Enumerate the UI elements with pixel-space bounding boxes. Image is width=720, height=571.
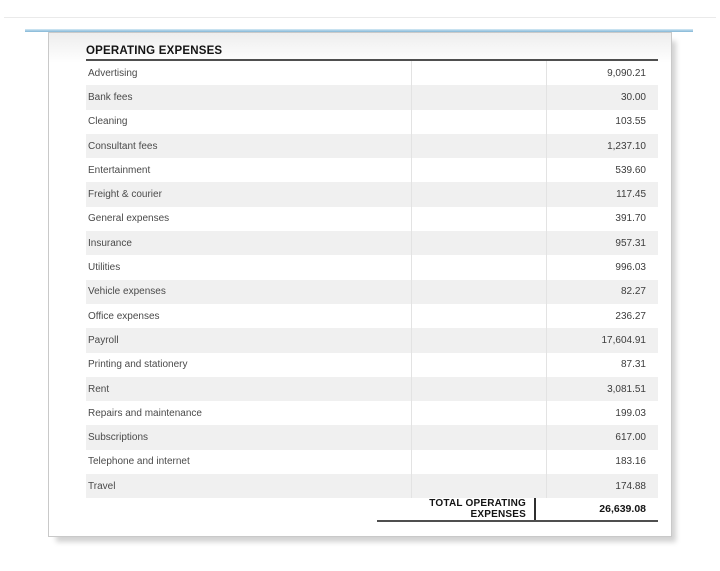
table-row bbox=[86, 377, 658, 401]
table-row bbox=[86, 304, 658, 328]
expense-label: General expenses bbox=[88, 213, 170, 225]
expense-amount: 17,604.91 bbox=[601, 334, 646, 346]
expense-label: Insurance bbox=[88, 237, 132, 249]
expense-label: Travel bbox=[88, 480, 116, 492]
expense-amount: 957.31 bbox=[615, 237, 646, 249]
expense-label: Telephone and internet bbox=[88, 456, 190, 468]
expense-amount: 199.03 bbox=[615, 407, 646, 419]
table-row bbox=[86, 353, 658, 377]
expense-amount: 82.27 bbox=[620, 286, 646, 298]
table-row bbox=[86, 255, 658, 279]
section-header bbox=[86, 33, 658, 61]
total-row-spacer bbox=[86, 498, 377, 522]
blue-accent-rule bbox=[25, 29, 693, 32]
expense-amount: 87.31 bbox=[620, 359, 646, 371]
expense-amount: 236.27 bbox=[615, 310, 646, 322]
report-body bbox=[86, 33, 658, 522]
expense-label: Rent bbox=[88, 383, 110, 395]
expense-label: Utilities bbox=[88, 262, 121, 274]
expense-label: Subscriptions bbox=[88, 432, 149, 444]
expense-amount: 617.00 bbox=[615, 432, 646, 444]
table-row bbox=[86, 134, 658, 158]
table-row bbox=[86, 328, 658, 352]
table-row bbox=[86, 158, 658, 182]
expense-amount: 539.60 bbox=[615, 164, 646, 176]
table-row bbox=[86, 110, 658, 134]
expense-label: Vehicle expenses bbox=[88, 286, 166, 298]
expense-label: Consultant fees bbox=[88, 140, 158, 152]
report-card bbox=[48, 32, 672, 537]
expense-label: Printing and stationery bbox=[88, 359, 188, 371]
expense-table bbox=[86, 61, 658, 498]
viewport-top-border bbox=[4, 17, 716, 18]
expense-label: Cleaning bbox=[88, 116, 128, 128]
expense-label: Freight & courier bbox=[88, 189, 162, 201]
column-divider bbox=[411, 61, 412, 498]
total-label: TOTAL OPERATING EXPENSES bbox=[429, 498, 526, 521]
table-row bbox=[86, 425, 658, 449]
expense-amount: 30.00 bbox=[620, 91, 646, 103]
table-row bbox=[86, 61, 658, 85]
expense-label: Advertising bbox=[88, 67, 138, 79]
table-row bbox=[86, 231, 658, 255]
table-row bbox=[86, 85, 658, 109]
expense-amount: 1,237.10 bbox=[607, 140, 646, 152]
expense-amount: 183.16 bbox=[615, 456, 646, 468]
column-divider bbox=[546, 61, 547, 498]
total-amount: 26,639.08 bbox=[599, 503, 646, 516]
expense-amount: 391.70 bbox=[615, 213, 646, 225]
expense-label: Office expenses bbox=[88, 310, 160, 322]
table-row bbox=[86, 450, 658, 474]
total-row bbox=[86, 498, 658, 522]
expense-amount: 3,081.51 bbox=[607, 383, 646, 395]
table-row bbox=[86, 280, 658, 304]
table-row bbox=[86, 401, 658, 425]
section-title: OPERATING EXPENSES bbox=[86, 45, 223, 57]
total-box bbox=[377, 498, 658, 522]
expense-label: Repairs and maintenance bbox=[88, 407, 202, 419]
expense-label: Bank fees bbox=[88, 91, 133, 103]
table-row bbox=[86, 474, 658, 498]
expense-amount: 103.55 bbox=[615, 116, 646, 128]
expense-amount: 117.45 bbox=[616, 189, 646, 201]
expense-amount: 996.03 bbox=[615, 262, 646, 274]
expense-label: Entertainment bbox=[88, 164, 151, 176]
expense-label: Payroll bbox=[88, 334, 119, 346]
expense-amount: 9,090.21 bbox=[607, 67, 646, 79]
expense-amount: 174.88 bbox=[615, 480, 646, 492]
table-row bbox=[86, 182, 658, 206]
table-row bbox=[86, 207, 658, 231]
